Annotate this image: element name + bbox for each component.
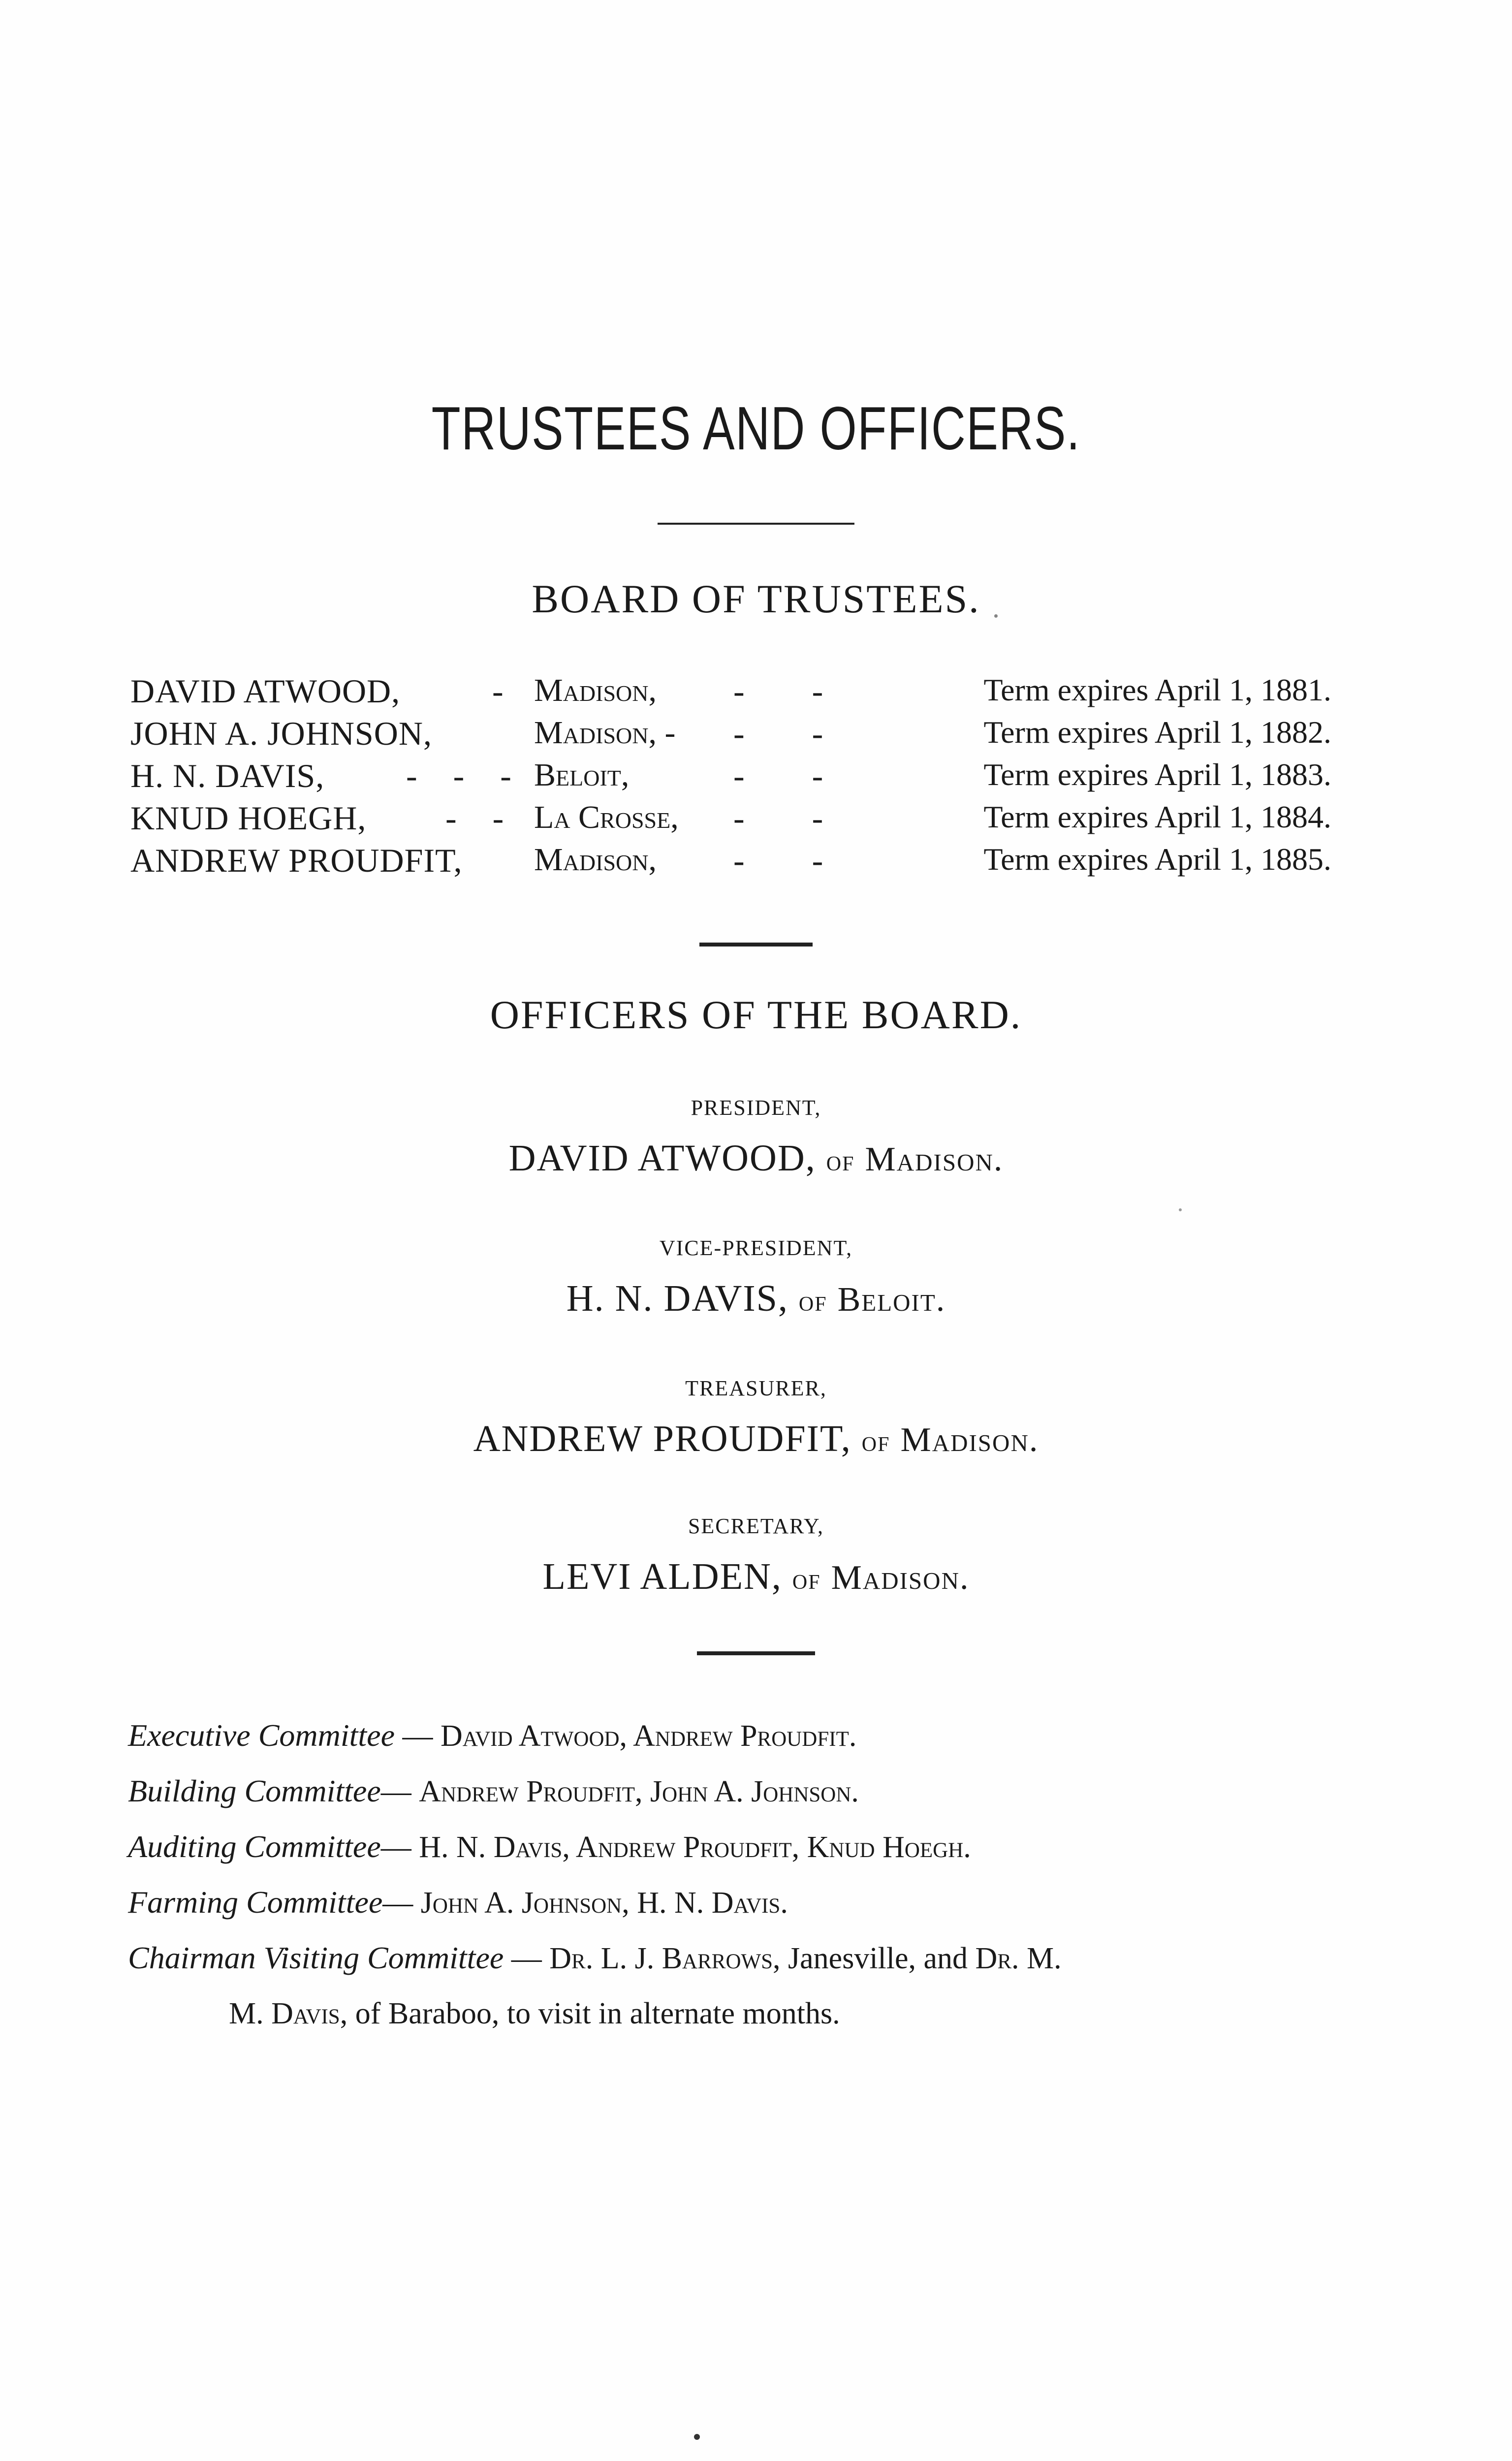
trustee-name: KNUD HOEGH, bbox=[130, 799, 367, 837]
ink-speck bbox=[1179, 1208, 1182, 1211]
committee-building bbox=[128, 1764, 1368, 1819]
officer-of: of bbox=[798, 1285, 827, 1317]
trustee-name: DAVID ATWOOD, bbox=[130, 672, 401, 710]
office-vice-president bbox=[0, 1235, 1512, 1320]
committee-executive bbox=[128, 1708, 1368, 1764]
trustee-leader: - - bbox=[445, 799, 518, 837]
trustee-leader: - - bbox=[733, 842, 853, 879]
committee-members: Andrew Proudfit, John A. Johnson. bbox=[419, 1775, 859, 1808]
committee-farming bbox=[128, 1875, 1368, 1930]
trustee-leader: - - bbox=[733, 757, 853, 794]
committee-name: Chairman Visiting Committee bbox=[128, 1940, 504, 1975]
trustee-row bbox=[130, 799, 1331, 841]
committee-dash: — bbox=[380, 1775, 419, 1808]
committee-members: H. N. Davis, Andrew Proudfit, Knud Hoegh. bbox=[419, 1830, 971, 1864]
officer-town: Madison. bbox=[831, 1559, 970, 1597]
officer-of: of bbox=[826, 1144, 855, 1177]
trustee-row bbox=[130, 757, 1331, 799]
officer-of: of bbox=[792, 1563, 821, 1595]
section-divider bbox=[697, 1651, 815, 1655]
ink-speck bbox=[694, 2434, 700, 2440]
trustee-term: Term expires April 1, 1883. bbox=[983, 757, 1331, 792]
committee-name: Farming Committee bbox=[128, 1885, 383, 1920]
officer-of: of bbox=[861, 1425, 890, 1457]
trustee-term: Term expires April 1, 1885. bbox=[983, 842, 1331, 877]
visiting-doctor-2-surname: M. Davis, bbox=[229, 1997, 348, 2030]
visiting-continuation bbox=[128, 1986, 1368, 2041]
trustee-term: Term expires April 1, 1882. bbox=[983, 715, 1331, 750]
office-label: VICE-PRESIDENT, bbox=[659, 1236, 853, 1260]
office-label: TREASURER, bbox=[685, 1376, 827, 1400]
trustee-leader: - - bbox=[733, 715, 853, 752]
office-secretary bbox=[0, 1514, 1512, 1598]
officer-name: DAVID ATWOOD, bbox=[508, 1137, 816, 1179]
committee-name: Executive Committee bbox=[128, 1718, 395, 1753]
committee-name: Building Committee bbox=[128, 1773, 381, 1808]
trustee-name: H. N. DAVIS, bbox=[130, 757, 325, 794]
office-treasurer bbox=[0, 1376, 1512, 1460]
office-label: PRESIDENT, bbox=[691, 1096, 821, 1120]
trustee-row bbox=[130, 672, 1331, 714]
committee-dash: — bbox=[380, 1830, 419, 1864]
trustee-place: La Crosse, bbox=[534, 799, 679, 835]
board-heading: BOARD OF TRUSTEES. bbox=[532, 576, 980, 621]
officer-town: Madison. bbox=[865, 1140, 1004, 1178]
committee-list bbox=[128, 1708, 1368, 2041]
officers-heading: OFFICERS OF THE BOARD. bbox=[490, 992, 1022, 1037]
trustee-term: Term expires April 1, 1881. bbox=[983, 672, 1331, 707]
trustee-leader: - bbox=[492, 672, 504, 710]
office-holder bbox=[0, 1555, 1512, 1598]
visiting-text: of Baraboo, to visit in alternate months. bbox=[347, 1997, 840, 2030]
trustee-place: Madison, - bbox=[534, 715, 676, 751]
officer-name: H. N. DAVIS, bbox=[566, 1278, 788, 1319]
committee-dash: — bbox=[394, 1719, 441, 1753]
committee-members: David Atwood, Andrew Proudfit. bbox=[440, 1719, 857, 1753]
committee-members: John A. Johnson, H. N. Davis. bbox=[420, 1886, 788, 1920]
ink-speck bbox=[994, 614, 998, 618]
trustee-leader: - - bbox=[733, 672, 853, 710]
committee-auditing bbox=[128, 1819, 1368, 1875]
office-president bbox=[0, 1095, 1512, 1180]
trustee-leader: - - - bbox=[406, 757, 525, 794]
page-title: TRUSTEES AND OFFICERS. bbox=[431, 395, 1081, 463]
section-divider bbox=[699, 943, 813, 947]
office-holder bbox=[0, 1418, 1512, 1460]
trustee-name: JOHN A. JOHNSON, bbox=[130, 715, 432, 752]
trustee-list bbox=[130, 672, 1331, 883]
trustee-leader: - - bbox=[733, 799, 853, 837]
trustee-term: Term expires April 1, 1884. bbox=[983, 799, 1331, 834]
office-holder bbox=[0, 1277, 1512, 1320]
committee-name: Auditing Committee bbox=[128, 1829, 381, 1864]
trustee-place: Beloit, bbox=[534, 757, 630, 793]
title-divider bbox=[658, 523, 854, 525]
visiting-doctor-1: Dr. L. J. Barrows, bbox=[549, 1942, 781, 1975]
visiting-text: Janesville, and bbox=[780, 1942, 976, 1975]
officer-town: Beloit. bbox=[837, 1281, 946, 1319]
trustee-name: ANDREW PROUDFIT, bbox=[130, 842, 463, 879]
officer-name: LEVI ALDEN, bbox=[542, 1556, 782, 1597]
trustee-row bbox=[130, 714, 1331, 757]
visiting-doctor-2: Dr. M. bbox=[975, 1942, 1062, 1975]
officer-town: Madison. bbox=[900, 1421, 1039, 1459]
trustee-place: Madison, bbox=[534, 672, 657, 708]
officer-name: ANDREW PROUDFIT, bbox=[473, 1418, 851, 1459]
committee-dash: — bbox=[504, 1942, 550, 1975]
trustee-place: Madison, bbox=[534, 842, 657, 878]
committee-visiting bbox=[128, 1930, 1368, 2041]
office-label: SECRETARY, bbox=[688, 1514, 824, 1538]
office-holder bbox=[0, 1137, 1512, 1180]
committee-dash: — bbox=[382, 1886, 421, 1920]
trustee-row bbox=[130, 841, 1331, 883]
